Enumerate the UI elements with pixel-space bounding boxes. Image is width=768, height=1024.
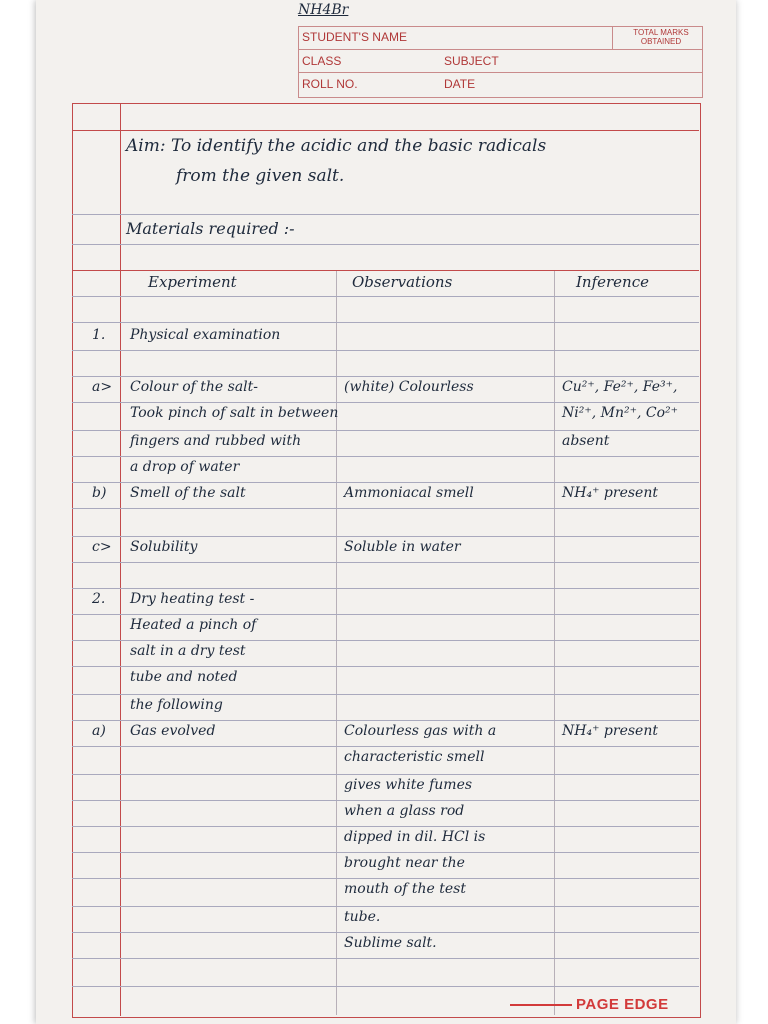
observation-text: mouth of the test [344,881,466,897]
inference-text: absent [562,433,610,449]
header-col-divider [612,26,613,50]
header-observations: Observations [352,273,453,291]
experiment-text: Dry heating test - [130,591,255,607]
date-label: DATE [444,77,476,91]
brand-line [510,1004,572,1006]
inference-text: Cu²⁺, Fe²⁺, Fe³⁺, [562,379,678,395]
header-divider-1 [298,49,702,50]
ruled-line [72,588,699,589]
ruled-line [72,322,699,323]
ruled-line [72,376,699,377]
row-number: 2. [92,591,106,607]
ruled-line [72,666,699,667]
experiment-text: the following [130,697,223,713]
row-number: a) [92,723,106,739]
ruled-line [72,244,699,245]
ruled-line [72,402,699,403]
header-divider-2 [298,72,702,73]
experiment-text: Heated a pinch of [130,617,257,633]
title-note: NH4Br [298,2,349,18]
ruled-line [72,562,699,563]
observation-text: Sublime salt. [344,935,437,951]
experiment-text: Solubility [130,539,198,555]
ruled-line [72,932,699,933]
inference-text: Ni²⁺, Mn²⁺, Co²⁺ [562,405,679,421]
row-number: a> [92,379,113,395]
aim-line-1: Aim: To identify the acidic and the basic radicals [126,136,547,156]
ruled-line [72,536,699,537]
ruled-line [72,986,699,987]
ruled-line [72,614,699,615]
class-label: CLASS [302,54,342,68]
ruled-line [72,296,699,297]
observation-text: when a glass rod [344,803,465,819]
observation-text: dipped in dil. HCl is [344,829,486,845]
row-number: b) [92,485,107,501]
ruled-line [72,214,699,215]
experiment-text: Gas evolved [130,723,216,739]
total-marks-label: TOTAL MARKS OBTAINED [633,28,689,46]
ruled-line [72,958,699,959]
experiment-text: Physical examination [130,327,281,343]
observation-text: tube. [344,909,381,925]
ruled-line [72,906,699,907]
ruled-line [72,270,699,271]
inference-text: NH₄⁺ present [562,723,658,739]
ruled-line [72,482,699,483]
observation-text: (white) Colourless [344,379,474,395]
ruled-line [72,640,699,641]
row-number: c> [92,539,112,555]
margin-line [120,103,121,1016]
experiment-text: Colour of the salt- [130,379,259,395]
inference-text: NH₄⁺ present [562,485,658,501]
ruled-line [72,350,699,351]
aim-line-2: from the given salt. [176,166,345,186]
experiment-text: fingers and rubbed with [130,433,302,449]
experiment-text: Smell of the salt [130,485,246,501]
observation-text: Ammoniacal smell [344,485,474,501]
ruled-line [72,852,699,853]
column-divider-2 [554,270,555,1015]
subject-label: SUBJECT [444,54,499,68]
ruled-line [72,720,699,721]
experiment-text: Took pinch of salt in between [130,405,339,421]
ruled-line [72,746,699,747]
ruled-line [72,694,699,695]
experiment-text: tube and noted [130,669,238,685]
students-name-label: STUDENT'S NAME [302,30,407,44]
experiment-text: a drop of water [130,459,240,475]
brand-logo: PAGE EDGE [576,996,669,1013]
observation-text: brought near the [344,855,465,871]
ruled-line [72,826,699,827]
header-inference: Inference [576,273,650,291]
row-number: 1. [92,327,106,343]
header-experiment: Experiment [148,273,237,291]
observation-text: gives white fumes [344,777,473,793]
ruled-line [72,800,699,801]
ruled-line [72,508,699,509]
ruled-line [72,774,699,775]
experiment-text: salt in a dry test [130,643,246,659]
roll-no-label: ROLL NO. [302,77,358,91]
column-divider-1 [336,270,337,1015]
observation-text: Soluble in water [344,539,461,555]
materials-heading: Materials required :- [126,219,295,238]
observation-text: Colourless gas with a [344,723,497,739]
ruled-line [72,456,699,457]
ruled-line [72,878,699,879]
ruled-line [72,430,699,431]
observation-text: characteristic smell [344,749,485,765]
ruled-line [72,130,699,131]
